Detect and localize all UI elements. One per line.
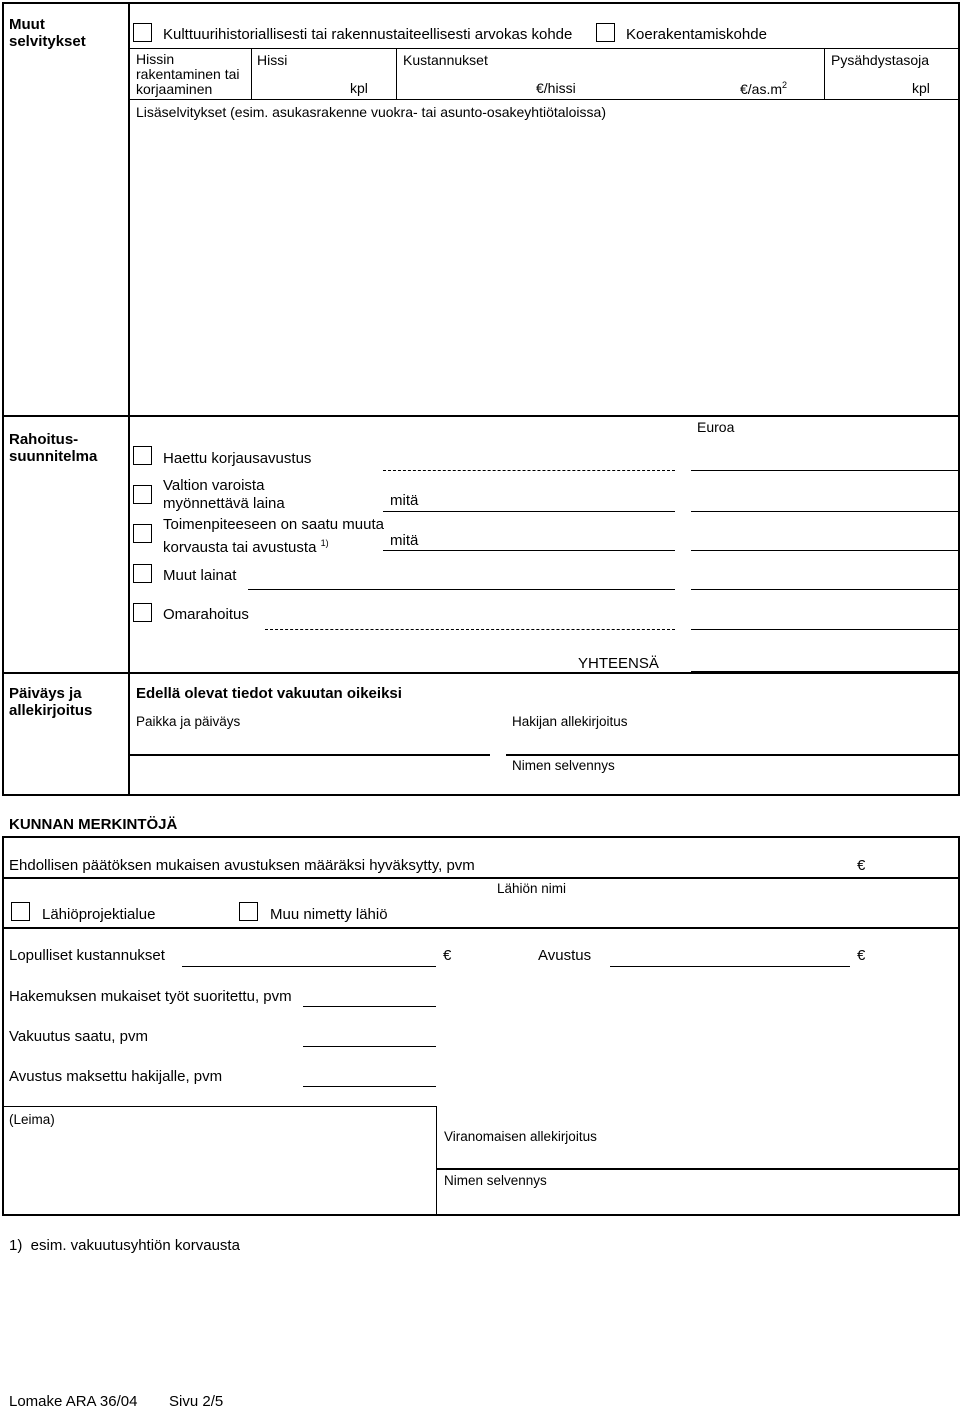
form-id: Lomake ARA 36/04 — [9, 1393, 138, 1409]
costs-unit-elevator: €/hissi — [536, 80, 576, 96]
municipal-frame — [2, 836, 960, 1216]
pilot-checkbox[interactable] — [596, 23, 615, 42]
grant-euro-symbol: € — [857, 947, 866, 964]
applied-grant-checkbox[interactable] — [133, 446, 152, 465]
historical-checkbox[interactable] — [133, 23, 152, 42]
muut-section-label: Muut selvitykset — [9, 16, 86, 50]
project-area-label: Lähiöprojektialue — [42, 906, 156, 923]
applicant-signature-line[interactable] — [506, 754, 960, 756]
applied-grant-label: Haettu korjausavustus — [163, 450, 312, 467]
works-done-line[interactable] — [303, 1006, 436, 1007]
self-financing-amount-line[interactable] — [691, 629, 960, 630]
approved-euro-symbol: € — [857, 857, 866, 874]
other-loans-label: Muut lainat — [163, 567, 237, 584]
stamp-area-top — [2, 1106, 437, 1107]
signature-section-label: Päiväys ja allekirjoitus — [9, 685, 93, 719]
other-loans-checkbox[interactable] — [133, 564, 152, 583]
elevator-label: Hissin rakentaminen tai korjaaminen — [136, 51, 240, 97]
applied-grant-dashed-line — [383, 470, 675, 471]
state-loan-checkbox[interactable] — [133, 485, 152, 504]
elevator-unit: kpl — [350, 80, 368, 96]
state-loan-label: Valtion varoista myönnettävä laina — [163, 477, 285, 512]
municipal-heading: KUNNAN MERKINTÖJÄ — [9, 816, 178, 833]
approved-amount-label: Ehdollisen päätöksen mukaisen avustuksen määräksi hyväksytty, pvm — [9, 857, 475, 874]
stamp-area-divider — [436, 1106, 437, 1216]
declaration-text: Edellä olevat tiedot vakuutan oikeiksi — [136, 685, 402, 702]
state-loan-amount-line[interactable] — [691, 511, 960, 512]
total-label: YHTEENSÄ — [578, 655, 659, 672]
authority-name-label: Nimen selvennys — [444, 1173, 547, 1188]
insurance-received-label: Vakuutus saatu, pvm — [9, 1028, 148, 1045]
additional-info-field[interactable] — [131, 122, 959, 414]
stops-unit: kpl — [912, 80, 930, 96]
pilot-label: Koerakentamiskohde — [626, 26, 767, 43]
other-loans-dashed-line — [248, 589, 675, 590]
section-divider-paivays — [2, 672, 960, 674]
area-name-label: Lähiön nimi — [497, 881, 567, 896]
project-area-checkbox[interactable] — [11, 902, 30, 921]
grant-paid-label: Avustus maksettu hakijalle, pvm — [9, 1068, 223, 1085]
section-divider-rahoitus — [2, 415, 960, 417]
grant-label: Avustus — [538, 947, 592, 964]
other-compensation-label: Toimenpiteeseen on saatu muuta korvausta tai avustusta $^{1)}$ — [163, 516, 384, 556]
place-date-line[interactable] — [130, 754, 490, 756]
works-done-label: Hakemuksen mukaiset työt suoritettu, pvm — [9, 988, 292, 1005]
additional-info-label: Lisäselvitykset (esim. asukasrakenne vuokra- tai asunto-osakeyhtiötaloissa) — [136, 104, 606, 120]
area-row-divider — [2, 927, 960, 929]
historical-label: Kulttuurihistoriallisesti tai rakennustaiteellisesti arvokas kohde — [163, 26, 573, 43]
place-date-label: Paikka ja päiväys — [136, 714, 241, 729]
elevator-col-divider-1 — [251, 48, 252, 99]
authority-signature-line[interactable] — [437, 1168, 960, 1170]
self-financing-checkbox[interactable] — [133, 603, 152, 622]
grant-paid-line[interactable] — [303, 1086, 436, 1087]
self-financing-dashed-line — [265, 629, 675, 630]
other-area-label: Muu nimetty lähiö — [270, 906, 388, 923]
total-amount-line[interactable] — [691, 671, 960, 672]
label-column-divider — [128, 2, 130, 796]
final-costs-label: Lopulliset kustannukset — [9, 947, 165, 964]
elevator-col-divider-3 — [824, 48, 825, 99]
other-compensation-what-label: mitä — [390, 532, 419, 549]
final-costs-line[interactable] — [182, 966, 436, 967]
applied-grant-amount-line[interactable] — [691, 470, 960, 471]
other-compensation-checkbox[interactable] — [133, 524, 152, 543]
elevator-row-bottom — [130, 99, 960, 100]
stops-col-header: Pysähdystasoja — [831, 52, 930, 68]
euro-column-header: Euroa — [697, 419, 735, 435]
costs-col-header: Kustannukset — [403, 52, 488, 68]
rahoitus-section-label: Rahoitus- suunnitelma — [9, 431, 98, 465]
other-area-checkbox[interactable] — [239, 902, 258, 921]
page-number: Sivu 2/5 — [169, 1393, 224, 1409]
grant-line[interactable] — [610, 966, 850, 967]
other-compensation-amount-line[interactable] — [691, 550, 960, 551]
elevator-row-top — [130, 48, 960, 49]
costs-unit-apartment: $€/as.m^2$ — [740, 80, 788, 97]
stamp-label: (Leima) — [9, 1112, 55, 1127]
other-compensation-what-line[interactable] — [383, 550, 675, 551]
state-loan-what-line[interactable] — [383, 511, 675, 512]
other-loans-amount-line[interactable] — [691, 589, 960, 590]
authority-signature-label: Viranomaisen allekirjoitus — [444, 1129, 597, 1144]
final-costs-euro-symbol: € — [443, 947, 452, 964]
self-financing-label: Omarahoitus — [163, 606, 249, 623]
elevator-col-divider-2 — [396, 48, 397, 99]
insurance-received-line[interactable] — [303, 1046, 436, 1047]
approved-row-divider — [2, 877, 960, 879]
name-clarification-label: Nimen selvennys — [512, 758, 615, 773]
state-loan-what-label: mitä — [390, 492, 419, 509]
elevator-col-header: Hissi — [257, 52, 288, 68]
applicant-signature-label: Hakijan allekirjoitus — [512, 714, 628, 729]
footnote: 1) esim. vakuutusyhtiön korvausta — [9, 1237, 240, 1254]
